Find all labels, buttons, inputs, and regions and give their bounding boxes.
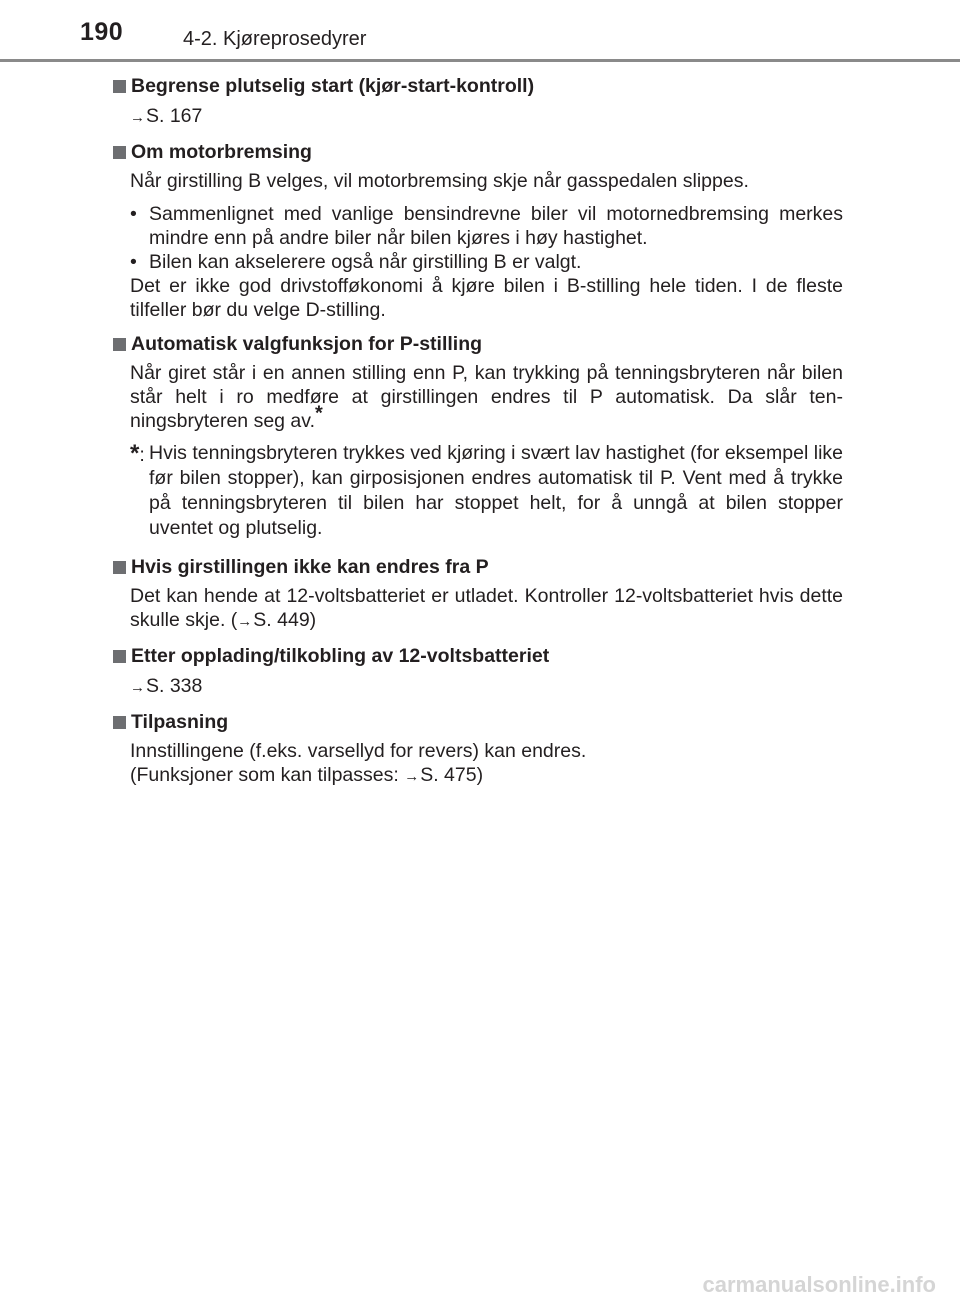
section-text: Når giret står i en annen stilling enn P, kan trykking på tenningsbryteren når bilen står helt i ro medføre at girstillingen endres til P automatisk. Da slår ten-ningsbryteren seg av. [130,362,843,432]
page-ref-link[interactable]: S. 449 [253,609,310,631]
square-bullet-icon [113,338,126,351]
footnote-marker: * [315,402,323,425]
section-text: Det er ikke god drivstofføkonomi å kjøre bilen i B-stilling hele tiden. I de fleste tilfeller bør du velge D-stilling. [130,275,843,321]
footnote-text: Hvis tenningsbryteren trykkes ved kjøring i svært lav hastighet (for eksempel like før bilen stopper), kan girposisjonen endres automatisk til P. Vent med å trykke på tenningsbryteren til bilen har stoppet helt, for å unngå at bilen stopper uventet og plutselig. [149,442,843,539]
arrow-right-icon: → [130,109,145,126]
arrow-right-icon: → [130,679,145,696]
section-heading: Begrense plutselig start (kjør-start-kontroll) [131,75,535,97]
section-text: ) [476,764,484,786]
section-after-charging [113,642,843,700]
square-bullet-icon [113,716,126,729]
square-bullet-icon [113,80,126,93]
section-text: Når girstilling B velges, vil motorbremsing skje når gasspedalen slippes. [130,170,749,192]
section-text: Det kan hende at 12-voltsbatteriet er utladet. Kontroller 12-voltsbatteriet hvis dette skulle skje. ( [130,585,843,631]
section-heading: Automatisk valgfunksjon for P-stilling [131,333,483,355]
footnote-colon: : [139,444,145,466]
section-heading: Om motorbremsing [131,141,312,163]
section-text: (Funksjoner som kan tilpasses: [130,764,405,786]
footnote [113,441,843,541]
bullet-list [113,202,843,274]
section-heading: Tilpasning [131,711,229,733]
section-heading: Etter opplading/tilkobling av 12-voltsbatteriet [131,645,550,667]
square-bullet-icon [113,650,126,663]
header-rule [0,59,960,62]
list-item: • Sammenlignet med vanlige bensindrevne biler vil motornedbremsing merkes mindre enn på andre biler når bilen kjøres i høy hastighet. [130,202,843,250]
page-number: 190 [80,18,124,46]
content [113,72,843,797]
section-text: Innstillingene (f.eks. varsellyd for revers) kan endres. [130,740,587,762]
section-engine-braking [113,138,843,322]
square-bullet-icon [113,561,126,574]
square-bullet-icon [113,146,126,159]
arrow-right-icon: → [404,768,420,785]
section-sudden-start [113,72,843,130]
section-customization [113,708,843,789]
section-title: 4-2. Kjøreprosedyrer [183,28,367,50]
page-ref-link[interactable]: S. 475 [420,764,477,786]
page-header [0,0,960,62]
section-cannot-shift [113,553,843,634]
footnote-star: * [130,440,140,467]
arrow-right-icon: → [237,613,253,630]
section-auto-p [113,330,843,541]
page-ref-link[interactable]: S. 167 [146,105,203,127]
section-text: ) [309,609,317,631]
watermark: carmanualsonline.info [702,1272,936,1297]
list-item: • Bilen kan akselerere også når girstilling B er valgt. [130,250,843,274]
page-ref-link[interactable]: S. 338 [146,675,203,697]
section-heading: Hvis girstillingen ikke kan endres fra P [131,556,489,578]
